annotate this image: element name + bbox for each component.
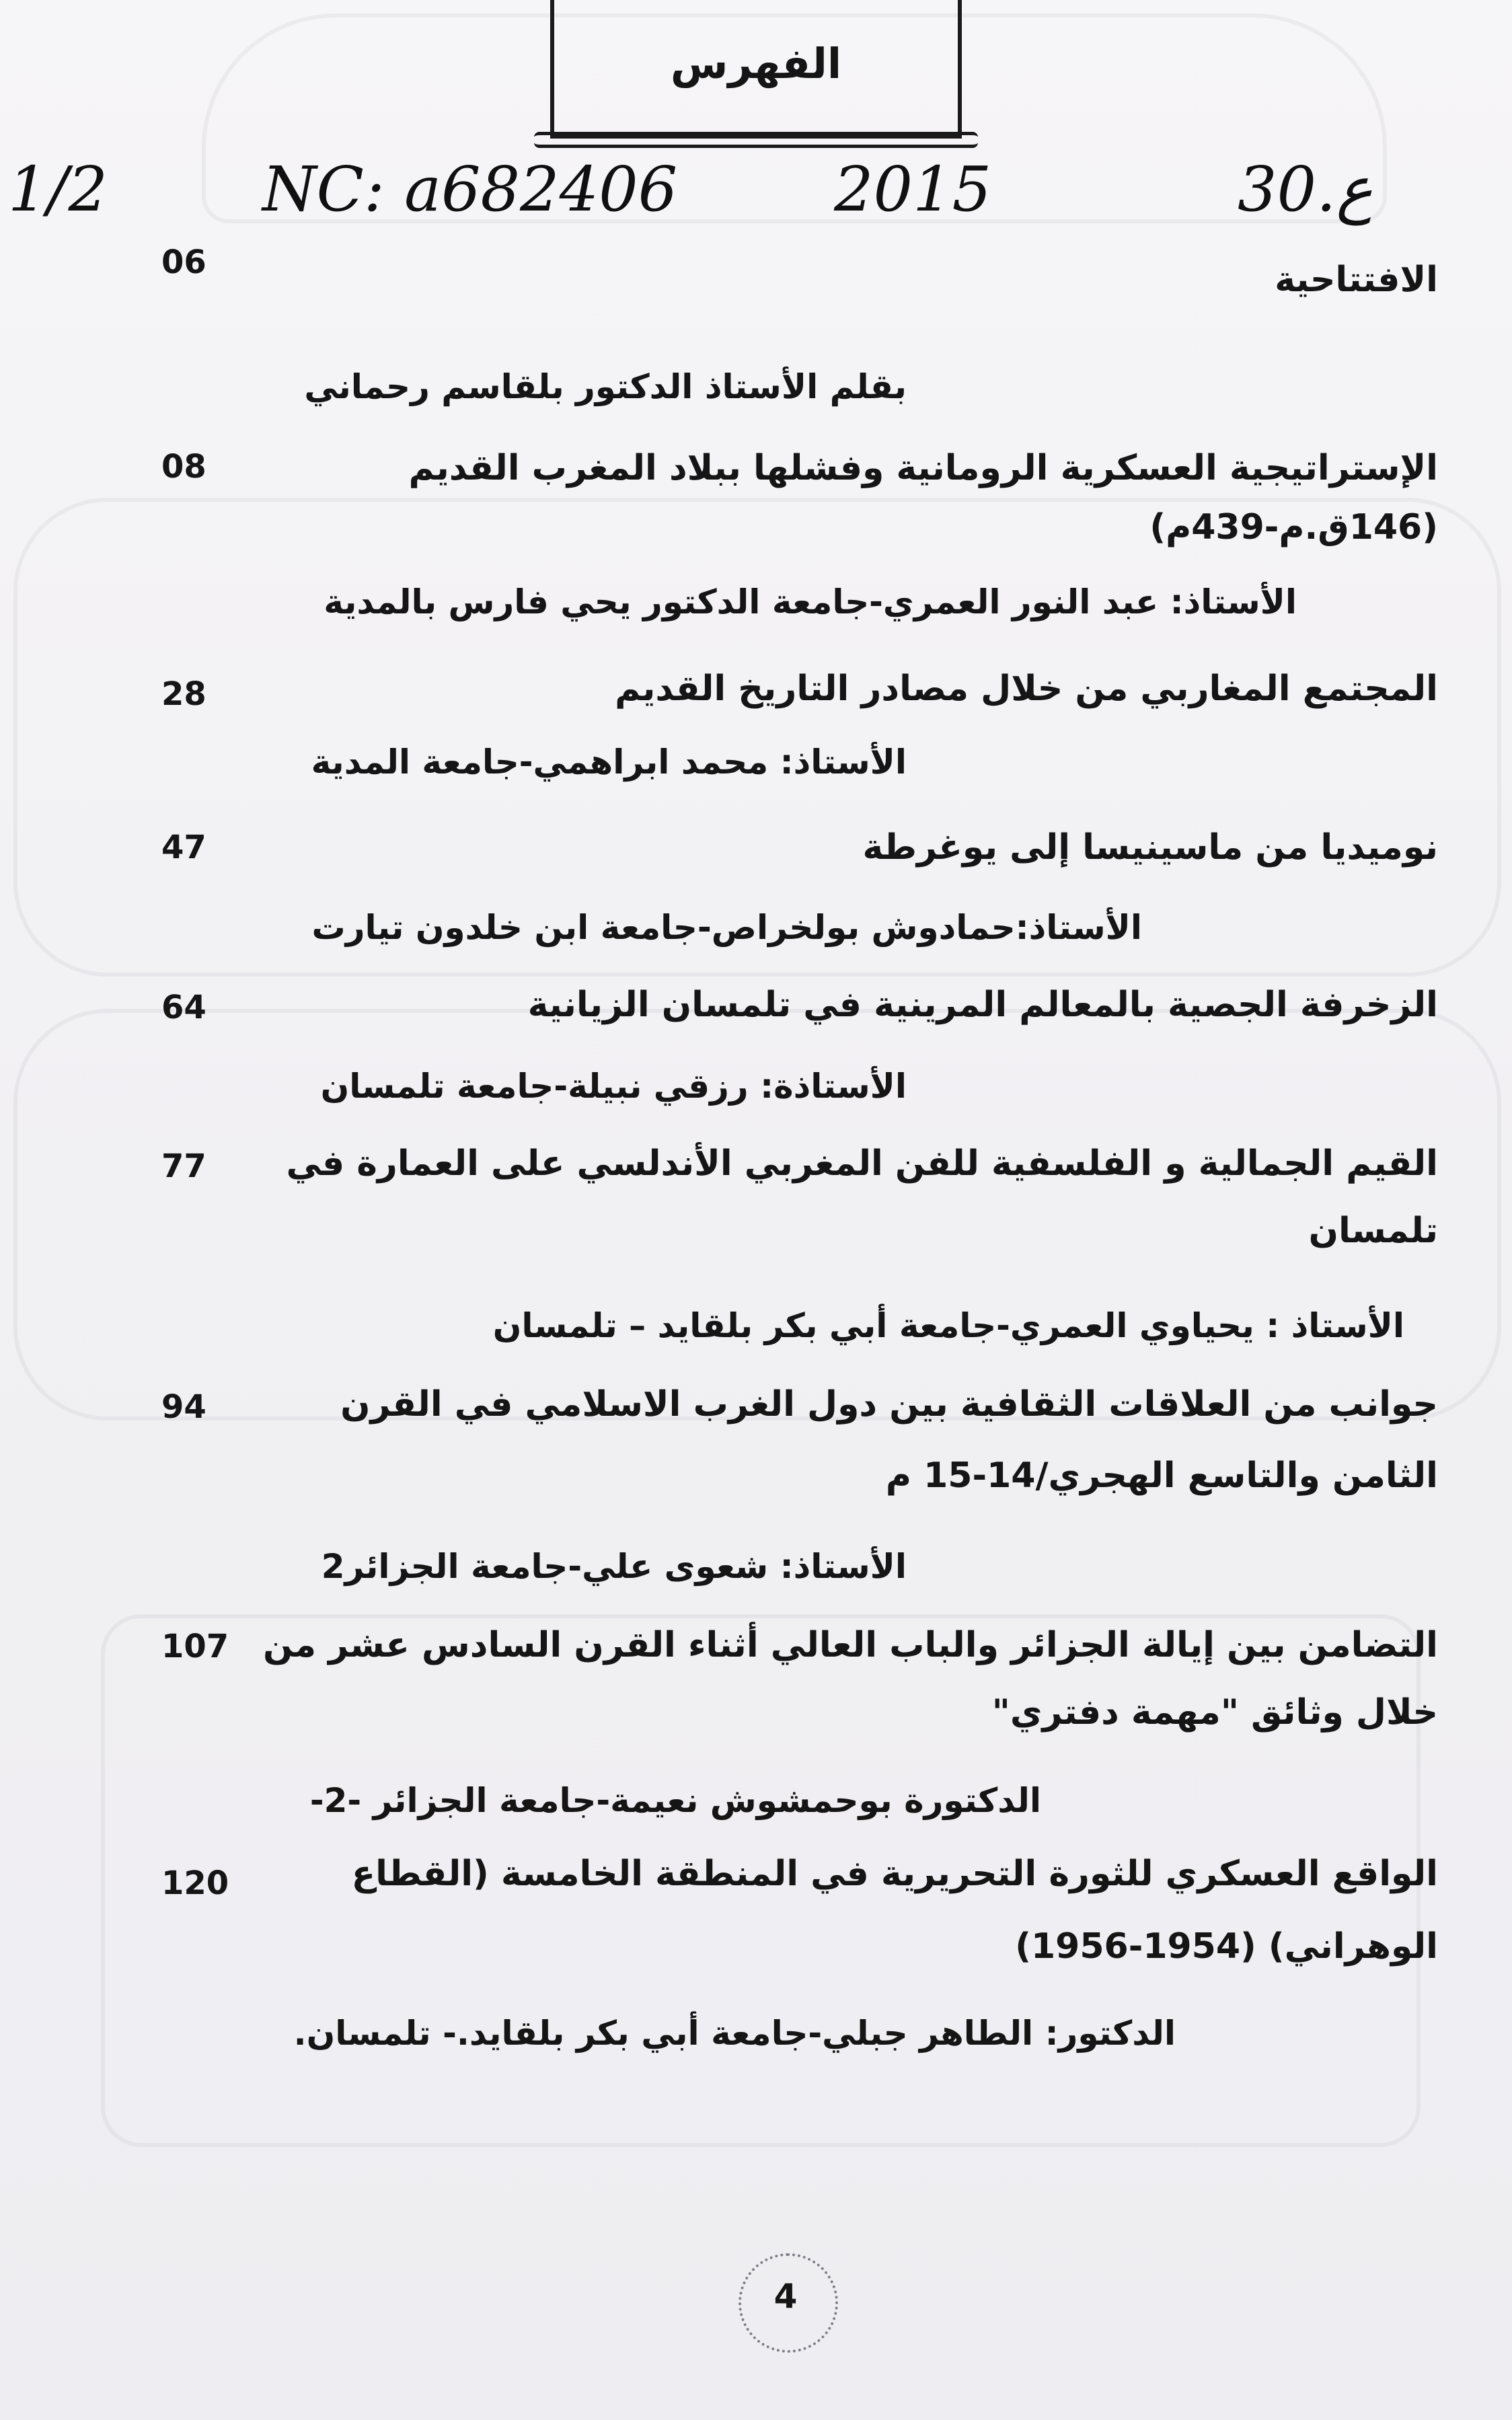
toc-title[interactable]: القيم الجمالية و الفلسفية للفن المغربي الأندلسي على العمارة في [286, 1143, 1438, 1184]
toc-author: الأستاذة: رزقي نبيلة-جامعة تلمسان [320, 1067, 907, 1106]
toc-author: الأستاذ: شعوى علي-جامعة الجزائر2 [321, 1547, 907, 1586]
handwritten-call-number: NC: a682406 [262, 153, 678, 225]
toc-author: الأستاذ: محمد ابراهمي-جامعة المدية [311, 743, 907, 782]
toc-title[interactable]: جوانب من العلاقات الثقافية بين دول الغرب الاسلامي في القرن [340, 1384, 1438, 1425]
toc-page-number: 64 [161, 989, 206, 1026]
toc-title[interactable]: الزخرفة الجصية بالمعالم المرينية في تلمسان الزيانية [527, 985, 1438, 1025]
toc-author: الأستاذ:حمادوش بولخراص-جامعة ابن خلدون تيارت [311, 908, 1142, 947]
toc-author: الأستاذ : يحياوي العمري-جامعة أبي بكر بلقايد – تلمسان [492, 1306, 1404, 1345]
toc-author: الأستاذ: عبد النور العمري-جامعة الدكتور يحي فارس بالمدية [324, 582, 1297, 621]
toc-page-number: 06 [161, 243, 206, 281]
toc-title[interactable]: الواقع العسكري للثورة التحريرية في المنطقة الخامسة (القطاع [351, 1854, 1438, 1894]
toc-title[interactable]: المجتمع المغاربي من خلال مصادر التاريخ القديم [615, 669, 1438, 709]
toc-author: الدكتورة بوحمشوش نعيمة-جامعة الجزائر -2- [309, 1781, 1041, 1820]
toc-title[interactable]: الإستراتيجية العسكرية الرومانية وفشلها ببلاد المغرب القديم [408, 448, 1438, 488]
toc-title[interactable]: نوميديا من ماسينيسا إلى يوغرطة [862, 827, 1438, 868]
toc-page-number: 120 [161, 1864, 229, 1902]
toc-page-number: 107 [161, 1628, 229, 1665]
toc-title-continued: (146ق.م-439م) [1149, 507, 1438, 547]
toc-page-number: 08 [161, 448, 206, 486]
toc-page-number: 94 [161, 1388, 206, 1426]
toc-page-number: 28 [161, 675, 206, 713]
toc-page-number: 47 [161, 829, 206, 866]
handwritten-shelf-mark: 30.ع [1238, 153, 1373, 225]
toc-title-continued: تلمسان [1308, 1211, 1438, 1251]
page-title: الفهرس [670, 39, 842, 88]
handwritten-fraction: 1/2 [8, 153, 108, 225]
page-number: 4 [773, 2277, 798, 2316]
toc-title[interactable]: الافتتاحية [1275, 260, 1438, 300]
toc-title-continued: خلال وثائق "مهمة دفتري" [991, 1692, 1438, 1733]
toc-author: بقلم الأستاذ الدكتور بلقاسم رحماني [304, 367, 907, 406]
toc-page-number: 77 [161, 1147, 206, 1185]
handwritten-year: 2015 [834, 153, 992, 225]
toc-title-continued: الوهراني) (1954-1956) [1015, 1926, 1438, 1967]
toc-author: الدكتور: الطاهر جبلي-جامعة أبي بكر بلقايد.- تلمسان. [293, 2014, 1176, 2053]
toc-title[interactable]: التضامن بين إيالة الجزائر والباب العالي أثناء القرن السادس عشر من [263, 1625, 1438, 1665]
toc-title-continued: الثامن والتاسع الهجري/14-15 م [885, 1455, 1438, 1496]
